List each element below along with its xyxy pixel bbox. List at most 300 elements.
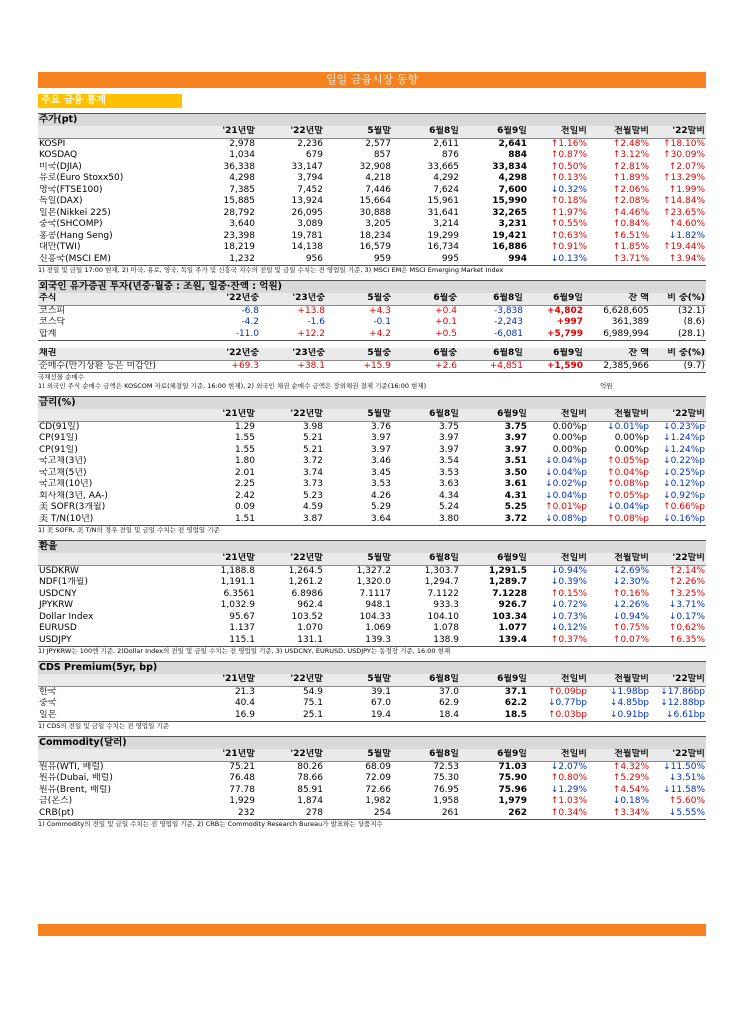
column-header: 6월8일 — [392, 126, 460, 138]
table-cell: 85.91 — [297, 784, 323, 795]
table-cell: 3.97 — [504, 433, 527, 443]
table-cell: 39.1 — [370, 686, 391, 697]
table-row — [38, 208, 706, 220]
section-header: 주가(pt) — [38, 113, 706, 126]
table-row — [38, 317, 706, 329]
table-cell: 262 — [460, 808, 528, 820]
table-cell: -4.2 — [241, 317, 259, 327]
table-cell: ↓2.30% — [612, 577, 649, 587]
header-row — [38, 553, 706, 565]
table-cell: 7,452 — [297, 184, 323, 195]
foreign-stock-table — [38, 293, 706, 341]
table-cell: 2,236 — [297, 138, 323, 149]
table-cell: 1.51 — [188, 514, 256, 526]
table-cell: 1,032.9 — [220, 600, 255, 610]
table-cell: 3.50 — [504, 467, 527, 478]
table-row — [38, 773, 706, 785]
table-cell: 3,794 — [297, 173, 323, 183]
commodity-table — [38, 749, 706, 820]
table-cell: 1,291.5 — [488, 565, 527, 576]
table-cell: ↓0.73% — [550, 611, 587, 622]
table-cell: 5.21 — [302, 433, 323, 443]
table-cell: 7.1117 — [359, 588, 391, 599]
table-cell: 3.74 — [302, 467, 323, 478]
table-cell: 7,600 — [498, 184, 527, 195]
column-header: 전월말비 — [588, 126, 650, 138]
column-header: 채권 — [38, 348, 188, 360]
table-row — [38, 577, 706, 589]
table-cell: 3.46 — [370, 456, 391, 466]
row-label: USDKRW — [39, 565, 79, 576]
column-header: 전일비 — [528, 674, 588, 686]
column-header: 전일비 — [528, 409, 588, 421]
table-cell: 2.25 — [234, 479, 255, 489]
table-cell: +0.5 — [392, 329, 458, 341]
column-header — [38, 126, 188, 138]
row-label: 원유(Brent, 배럴) — [39, 784, 111, 795]
table-cell: 3,089 — [297, 219, 323, 229]
table-cell: 33,665 — [427, 161, 459, 172]
column-header: 6월8일 — [392, 409, 460, 421]
table-row — [38, 808, 706, 820]
table-cell: 80.26 — [297, 761, 323, 772]
table-cell: 994 — [460, 254, 528, 266]
row-label: 회사채(3년, AA-) — [39, 490, 108, 501]
commodity-note: 1) Commodity의 전일 및 금일 수치는 전 영업일 기준, 2) CRB는 Commodity Research Bureau가 발표하는 상품지수 — [38, 820, 383, 828]
table-cell: ↑1.85% — [612, 242, 649, 252]
table-cell: 1,294.7 — [424, 577, 459, 587]
table-cell: ↑4.60% — [668, 219, 705, 229]
table-cell: 16.9 — [188, 710, 256, 722]
table-cell: 254 — [324, 808, 392, 820]
table-row — [38, 445, 706, 457]
table-cell: 3.45 — [370, 467, 391, 478]
table-cell: 25.1 — [256, 710, 324, 722]
table-cell: ↑5.29% — [612, 773, 649, 783]
column-header: '22년중 — [188, 293, 260, 305]
table-cell: 3,205 — [365, 219, 391, 229]
column-header: 전일비 — [528, 126, 588, 138]
row-label: 일본 — [38, 710, 188, 722]
table-cell: ↑18.10% — [663, 138, 705, 149]
table-cell: 37.0 — [438, 686, 459, 697]
table-cell: 3.72 — [460, 514, 528, 526]
table-cell: 2.01 — [234, 467, 255, 478]
table-row — [38, 242, 706, 254]
table-cell: 15,885 — [223, 196, 255, 206]
table-cell: ↓3.51% — [668, 773, 705, 783]
table-row — [38, 589, 706, 601]
report-subtitle: 주요 금융 통계 — [38, 94, 182, 108]
header-row — [38, 348, 706, 360]
column-header: 6월8일 — [458, 293, 524, 305]
table-row — [38, 612, 706, 624]
table-cell: 15,961 — [427, 196, 459, 206]
table-cell: 1,320.0 — [356, 577, 391, 587]
table-cell: ↑1.03% — [550, 796, 587, 806]
row-label: 코스피 — [39, 305, 66, 316]
table-row — [38, 150, 706, 162]
row-label: CP(91일) — [39, 433, 78, 443]
row-label: 원유(Dubai, 배럴) — [39, 773, 113, 783]
table-cell: ↑2.81% — [612, 161, 649, 172]
row-label: 美 SOFR(3개월) — [39, 502, 106, 512]
table-cell: ↑13.29% — [663, 173, 705, 183]
row-label: 한국 — [39, 686, 57, 697]
table-cell: 5.29 — [370, 502, 391, 512]
table-cell: ↓5.55% — [650, 808, 706, 820]
table-row — [38, 231, 706, 243]
table-cell: 6,989,994 — [584, 329, 650, 341]
table-cell: 1,261.2 — [288, 577, 323, 587]
table-cell: ↓1.24%p — [663, 444, 705, 455]
column-header: '22년말 — [256, 126, 324, 138]
row-label: 국고채(5년) — [39, 467, 87, 478]
table-cell: ↑0.08%p — [588, 514, 650, 526]
table-cell: 1,034 — [229, 150, 255, 160]
table-cell: ↑0.91% — [550, 242, 587, 252]
table-cell: 1.137 — [229, 623, 255, 633]
column-header: '22말비 — [650, 553, 706, 565]
table-cell: 75.21 — [229, 761, 255, 772]
table-cell: -1.6 — [307, 317, 325, 327]
table-cell: ↓1.24%p — [663, 433, 705, 443]
table-cell: ↑3.94% — [650, 254, 706, 266]
table-cell: ↑0.01%p — [545, 502, 587, 512]
table-cell: ↓0.77bp — [547, 698, 587, 708]
section-header: CDS Premium(5yr, bp) — [38, 661, 706, 674]
table-cell: 4,218 — [365, 173, 391, 183]
table-row — [38, 219, 706, 231]
table-row — [38, 796, 706, 808]
section-fx — [38, 540, 706, 656]
table-cell: 18,234 — [359, 230, 391, 241]
table-cell: ↓0.94% — [612, 611, 649, 622]
table-cell: +38.1 — [260, 360, 326, 373]
table-cell: 2.42 — [234, 490, 255, 501]
row-label: 국고채(3년) — [39, 456, 87, 466]
table-row — [38, 565, 706, 577]
column-header: 6월9일 — [524, 348, 584, 360]
table-cell: 1,929 — [229, 796, 255, 806]
stocks-note: 1) 전일 및 금일 17:00 현재, 2) 미국, 유로, 영국, 독일 주가 및 신흥국 지수의 전일 및 금일 수치는 전 영업일 기준, 3) MSCI EM은 MSCI Emerging Market Index — [38, 266, 504, 274]
table-cell: ↑0.75% — [612, 623, 649, 633]
table-cell: 19,421 — [492, 230, 527, 241]
table-cell: ↑0.07% — [588, 635, 650, 647]
table-cell: ↑0.04%p — [607, 467, 649, 478]
table-cell: 138.9 — [392, 635, 460, 647]
table-cell: +0.1 — [435, 317, 457, 327]
table-cell: ↓1.82% — [668, 230, 705, 241]
table-cell: 1.078 — [433, 623, 459, 633]
table-cell: 15,990 — [492, 196, 527, 206]
table-cell: 75.90 — [498, 773, 527, 783]
table-cell: 2,577 — [365, 138, 391, 149]
table-cell: 4.59 — [302, 502, 323, 512]
table-cell: 1.077 — [498, 623, 527, 633]
column-header: 5월말 — [324, 553, 392, 565]
table-cell: 77.78 — [229, 784, 255, 795]
column-header: '21년말 — [188, 553, 256, 565]
table-cell: +1,590 — [524, 360, 584, 373]
table-cell: (8.6) — [683, 317, 705, 327]
column-header: 5월중 — [326, 348, 392, 360]
row-label: JPYKRW — [39, 600, 74, 610]
table-cell: ↓0.04%p — [545, 456, 587, 466]
table-cell: ↑0.13% — [550, 173, 587, 183]
table-cell: ↓0.12% — [550, 623, 587, 633]
table-cell: 3.72 — [302, 456, 323, 466]
column-header: 전월말비 — [588, 553, 650, 565]
table-row — [38, 761, 706, 773]
footer-bar — [38, 924, 706, 936]
table-cell: ↓0.32% — [550, 184, 587, 195]
table-row — [38, 305, 706, 317]
table-cell: ↓0.91bp — [588, 710, 650, 722]
table-row — [38, 785, 706, 797]
table-cell: 3.97 — [370, 433, 391, 443]
table-cell: 19,299 — [427, 230, 459, 241]
table-cell: ↓0.16%p — [650, 514, 706, 526]
table-cell: ↓3.71% — [668, 600, 705, 610]
row-label: 원유(WTI, 배럴) — [39, 761, 104, 772]
table-cell: ↑1.89% — [612, 173, 649, 183]
section-foreign — [38, 280, 706, 391]
table-cell: 0.00%p — [614, 444, 649, 455]
table-row — [38, 600, 706, 612]
table-cell: -3,838 — [493, 305, 523, 316]
row-label: 유로(Euro Stoxx50) — [39, 173, 124, 183]
table-cell: ↓0.04%p — [545, 490, 587, 501]
table-cell: 62.2 — [504, 698, 527, 708]
row-label: USDCNY — [39, 588, 77, 599]
table-cell: 75.1 — [302, 698, 323, 708]
table-cell: 4.31 — [504, 490, 527, 501]
column-header: '22년말 — [256, 409, 324, 421]
column-header: 6월8일 — [392, 674, 460, 686]
column-header: 5월말 — [324, 126, 392, 138]
table-cell: 4,298 — [229, 173, 255, 183]
table-cell: ↑0.87% — [550, 150, 587, 160]
table-cell: ↑19.44% — [663, 242, 705, 252]
table-cell: 1,327.2 — [356, 565, 391, 576]
table-cell: ↓0.04%p — [545, 467, 587, 478]
table-cell: ↑2.14% — [668, 565, 705, 576]
header-row — [38, 409, 706, 421]
table-cell: 3.61 — [504, 479, 527, 489]
table-cell: 3.53 — [370, 479, 391, 489]
column-header: 주식 — [38, 293, 188, 305]
report — [38, 72, 706, 829]
table-cell: ↓0.23%p — [663, 421, 705, 432]
table-cell: 679 — [305, 150, 323, 160]
column-header: '21년말 — [188, 409, 256, 421]
table-cell: (9.7) — [650, 360, 706, 373]
table-row — [38, 479, 706, 491]
table-cell: 15,664 — [359, 196, 391, 206]
table-cell: 1.55 — [234, 433, 255, 443]
table-cell: 16,734 — [427, 242, 459, 252]
table-row — [38, 185, 706, 197]
table-cell: ↑3.12% — [612, 150, 649, 160]
row-label: 미국(DJIA) — [39, 161, 82, 172]
table-cell: 54.9 — [302, 686, 323, 697]
table-cell: 33,834 — [492, 161, 527, 172]
table-cell: 278 — [256, 808, 324, 820]
table-cell: 23,398 — [223, 230, 255, 241]
column-header: 5월말 — [324, 409, 392, 421]
table-cell: ↑2.07% — [668, 161, 705, 172]
row-label: 대만(TWI) — [39, 242, 81, 252]
table-cell: 1,982 — [365, 796, 391, 806]
column-header: 전월말비 — [588, 674, 650, 686]
column-header: '21년말 — [188, 674, 256, 686]
row-label: 독일(DAX) — [39, 196, 83, 206]
section-header: 외국인 유가증권 투자(년중·월중 : 조원, 일중·잔액 : 억원) — [38, 280, 706, 293]
table-cell: -6.8 — [241, 305, 259, 316]
table-cell: +0.4 — [435, 305, 457, 316]
table-cell: ↓0.12%p — [663, 479, 705, 489]
rates-note: 1) 美 SOFR, 美 T/N의 경우 전일 및 금일 수치는 전 영업일 기준 — [38, 526, 220, 534]
row-label: EURUSD — [39, 623, 77, 633]
table-row — [38, 502, 706, 514]
column-header: 비 중(%) — [650, 348, 706, 360]
foreign-note-2 — [38, 382, 706, 391]
table-cell: 1,188.8 — [220, 565, 255, 576]
column-header: '23년중 — [260, 293, 326, 305]
column-header: '22년말 — [256, 749, 324, 761]
table-cell: 72.53 — [433, 761, 459, 772]
table-cell: -11.0 — [188, 329, 260, 341]
table-cell: 2,978 — [229, 138, 255, 149]
row-label: 순매수(만기상환 등은 미감안) — [38, 360, 188, 373]
table-cell: 0.00%p — [552, 421, 587, 432]
table-cell: ↑0.03bp — [528, 710, 588, 722]
table-cell: +12.2 — [260, 329, 326, 341]
table-cell: ↑2.26% — [668, 577, 705, 587]
column-header: 6월중 — [392, 348, 458, 360]
row-label: 코스닥 — [39, 317, 66, 327]
table-cell: ↑0.50% — [550, 161, 587, 172]
table-cell: ↓0.18% — [612, 796, 649, 806]
table-cell: 71.03 — [498, 761, 527, 772]
table-cell: -2,243 — [493, 317, 523, 327]
table-cell: 959 — [324, 254, 392, 266]
table-cell: ↓4.85bp — [609, 698, 649, 708]
table-cell: 5.25 — [504, 502, 527, 512]
column-header: '22말비 — [650, 674, 706, 686]
table-cell: 32,265 — [492, 207, 527, 218]
table-cell: 28,792 — [223, 207, 255, 218]
table-cell: 1.29 — [234, 421, 255, 432]
row-label: Dollar Index — [39, 611, 94, 622]
table-cell: 3.54 — [438, 456, 459, 466]
table-cell: 962.4 — [297, 600, 323, 610]
table-cell: 2,641 — [498, 138, 527, 149]
table-cell: 37.1 — [504, 686, 527, 697]
table-cell: ↑0.05%p — [607, 490, 649, 501]
section-header: 금리(%) — [38, 396, 706, 409]
table-cell: 6.8986 — [291, 588, 323, 599]
table-cell: 75.96 — [498, 784, 527, 795]
header-row — [38, 293, 706, 305]
table-cell: 115.1 — [188, 635, 256, 647]
table-cell: ↑0.84% — [612, 219, 649, 229]
table-cell: ↓0.01%p — [607, 421, 649, 432]
row-label: 합계 — [38, 329, 188, 341]
table-cell: 6,628,605 — [603, 305, 649, 316]
table-cell: ↓0.02%p — [545, 479, 587, 489]
table-cell: ↑1.99% — [668, 184, 705, 195]
column-header: 6월9일 — [460, 674, 528, 686]
table-cell: 7.1122 — [427, 588, 459, 599]
table-cell: ↓6.61bp — [650, 710, 706, 722]
row-label: 중국 — [39, 698, 57, 708]
header-row — [38, 126, 706, 138]
table-cell: 139.4 — [460, 635, 528, 647]
table-cell: 62.9 — [438, 698, 459, 708]
column-header: 잔 액 — [584, 293, 650, 305]
table-cell: ↑3.25% — [668, 588, 705, 599]
table-cell: ↑0.16% — [612, 588, 649, 599]
table-cell: 131.1 — [256, 635, 324, 647]
table-cell: ↓17.86bp — [660, 686, 705, 697]
table-cell: 1.80 — [234, 456, 255, 466]
table-row — [38, 456, 706, 468]
table-cell: 2,385,966 — [584, 360, 650, 373]
table-cell: 19.4 — [324, 710, 392, 722]
column-header: 5월말 — [324, 674, 392, 686]
row-label: NDF(1개월) — [39, 577, 88, 587]
table-cell: 75.30 — [433, 773, 459, 783]
row-label: 美 T/N(10년) — [38, 514, 188, 526]
table-cell: 1.069 — [365, 623, 391, 633]
table-cell: ↑23.65% — [663, 207, 705, 218]
table-cell: ↑14.84% — [663, 196, 705, 206]
table-cell: 76.48 — [229, 773, 255, 783]
table-cell: 1,979 — [498, 796, 527, 806]
row-label: 금(온스) — [39, 796, 73, 806]
row-label: KOSPI — [39, 138, 66, 149]
table-row — [38, 468, 706, 480]
column-header: 잔 액 — [584, 348, 650, 360]
table-cell: 3.73 — [302, 479, 323, 489]
table-cell: 933.3 — [433, 600, 459, 610]
table-cell: ↑2.08% — [612, 196, 649, 206]
column-header — [38, 553, 188, 565]
table-cell: ↑0.63% — [550, 230, 587, 241]
table-row — [38, 514, 706, 526]
column-header: '22말비 — [650, 126, 706, 138]
table-cell: 1,232 — [188, 254, 256, 266]
section-cds — [38, 661, 706, 731]
table-cell: 14,138 — [291, 242, 323, 252]
table-cell: 5.23 — [302, 490, 323, 501]
table-cell: 3.80 — [392, 514, 460, 526]
foreign-note-2-unit: 억원 — [600, 382, 613, 390]
table-cell: +69.3 — [188, 360, 260, 373]
column-header: '23년중 — [260, 348, 326, 360]
foreign-bond-table — [38, 348, 706, 373]
column-header: 6월9일 — [460, 553, 528, 565]
table-row — [38, 623, 706, 635]
column-header: 전일비 — [528, 553, 588, 565]
table-cell: 13,924 — [291, 196, 323, 206]
stocks-table — [38, 126, 706, 266]
table-cell: 1,191.1 — [220, 577, 255, 587]
table-cell: ↓0.13% — [528, 254, 588, 266]
rates-table — [38, 409, 706, 526]
